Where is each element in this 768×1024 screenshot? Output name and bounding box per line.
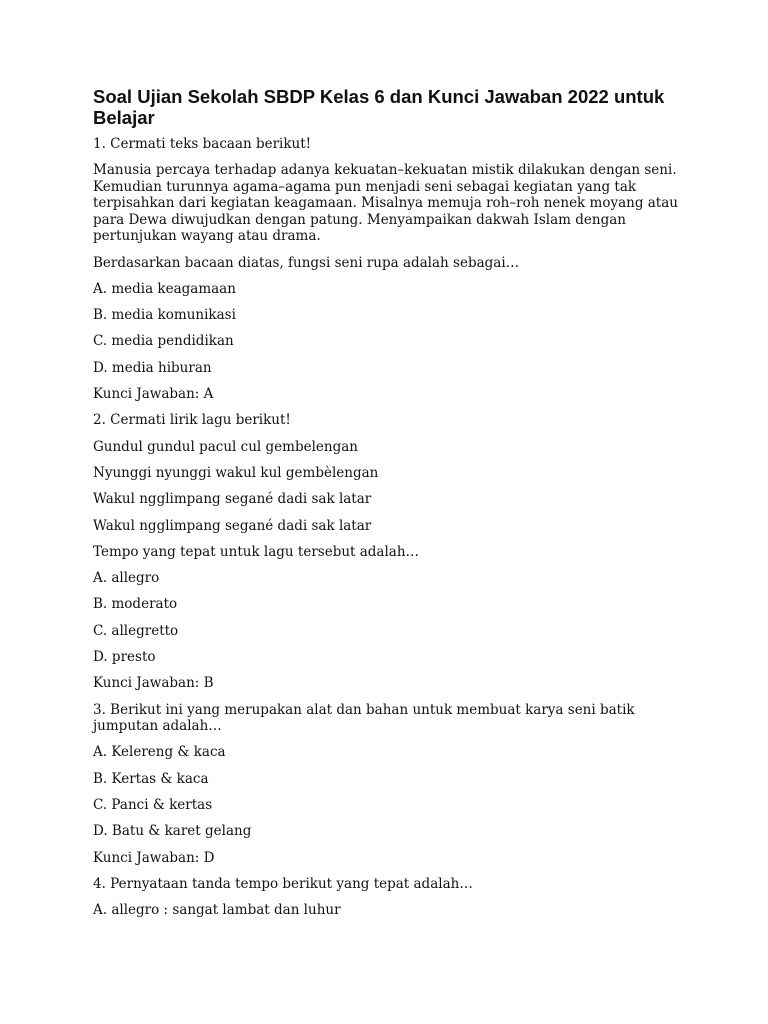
question-2-text: Tempo yang tepat untuk lagu tersebut adalah… [93, 543, 420, 560]
question-2-option-c: C. allegretto [93, 622, 179, 639]
question-3-text: 3. Berikut ini yang merupakan alat dan bahan untuk membuat karya seni batik jumputan adalah… [93, 701, 639, 735]
question-3-option-a: A. Kelereng & kaca [93, 744, 226, 761]
question-1-option-b: B. media komunikasi [93, 307, 236, 324]
question-4 [93, 876, 693, 919]
question-3-option-c: C. Panci & kertas [93, 797, 213, 814]
question-1-passage: Manusia percaya terhadap adanya kekuatan–kekuatan mistik dilakukan dengan seni. Kemudian turunnya agama–agama pun menjadi seni sebagai kegiatan yang tak terpisahkan dari kegiatan keagamaan. Misalnya memuja roh–roh nenek moyang atau para Dewa diwujudkan dengan patung. Menyampaikan dakwah Islam dengan pertunjukan wayang atau drama. [93, 162, 683, 245]
question-2-option-b: B. moderato [93, 596, 178, 613]
question-4-text: 4. Pernyataan tanda tempo berikut yang tepat adalah… [93, 875, 473, 892]
question-2 [93, 412, 693, 691]
question-1-prompt: 1. Cermati teks bacaan berikut! [93, 136, 312, 152]
question-1-option-c: C. media pendidikan [93, 333, 234, 350]
document-content [93, 86, 693, 929]
question-1-text: Berdasarkan bacaan diatas, fungsi seni rupa adalah sebagai… [93, 254, 520, 271]
question-1-option-d: D. media hiburan [93, 359, 212, 376]
question-3 [93, 702, 693, 866]
question-2-lyric-line: Nyunggi nyunggi wakul kul gembèlengan [93, 464, 379, 481]
question-2-option-a: A. allegro [93, 570, 160, 587]
question-4-option-a: A. allegro : sangat lambat dan luhur [93, 902, 341, 919]
question-1-option-a: A. media keagamaan [93, 280, 236, 297]
question-2-lyric-line: Wakul ngglimpang segané dadi sak latar [93, 491, 372, 508]
question-2-answer: Kunci Jawaban: B [93, 675, 214, 692]
question-1 [93, 136, 693, 403]
question-3-option-b: B. Kertas & kaca [93, 770, 209, 787]
question-2-option-d: D. presto [93, 649, 156, 666]
document-title: Soal Ujian Sekolah SBDP Kelas 6 dan Kunci Jawaban 2022 untuk Belajar [93, 86, 665, 128]
question-2-lyric-line: Gundul gundul pacul cul gembelengan [93, 438, 358, 455]
question-2-lyric-line: Wakul ngglimpang segané dadi sak latar [93, 517, 372, 534]
question-2-prompt: 2. Cermati lirik lagu berikut! [93, 412, 291, 429]
question-1-answer: Kunci Jawaban: A [93, 386, 214, 403]
question-3-option-d: D. Batu & karet gelang [93, 823, 252, 840]
question-3-answer: Kunci Jawaban: D [93, 849, 215, 866]
